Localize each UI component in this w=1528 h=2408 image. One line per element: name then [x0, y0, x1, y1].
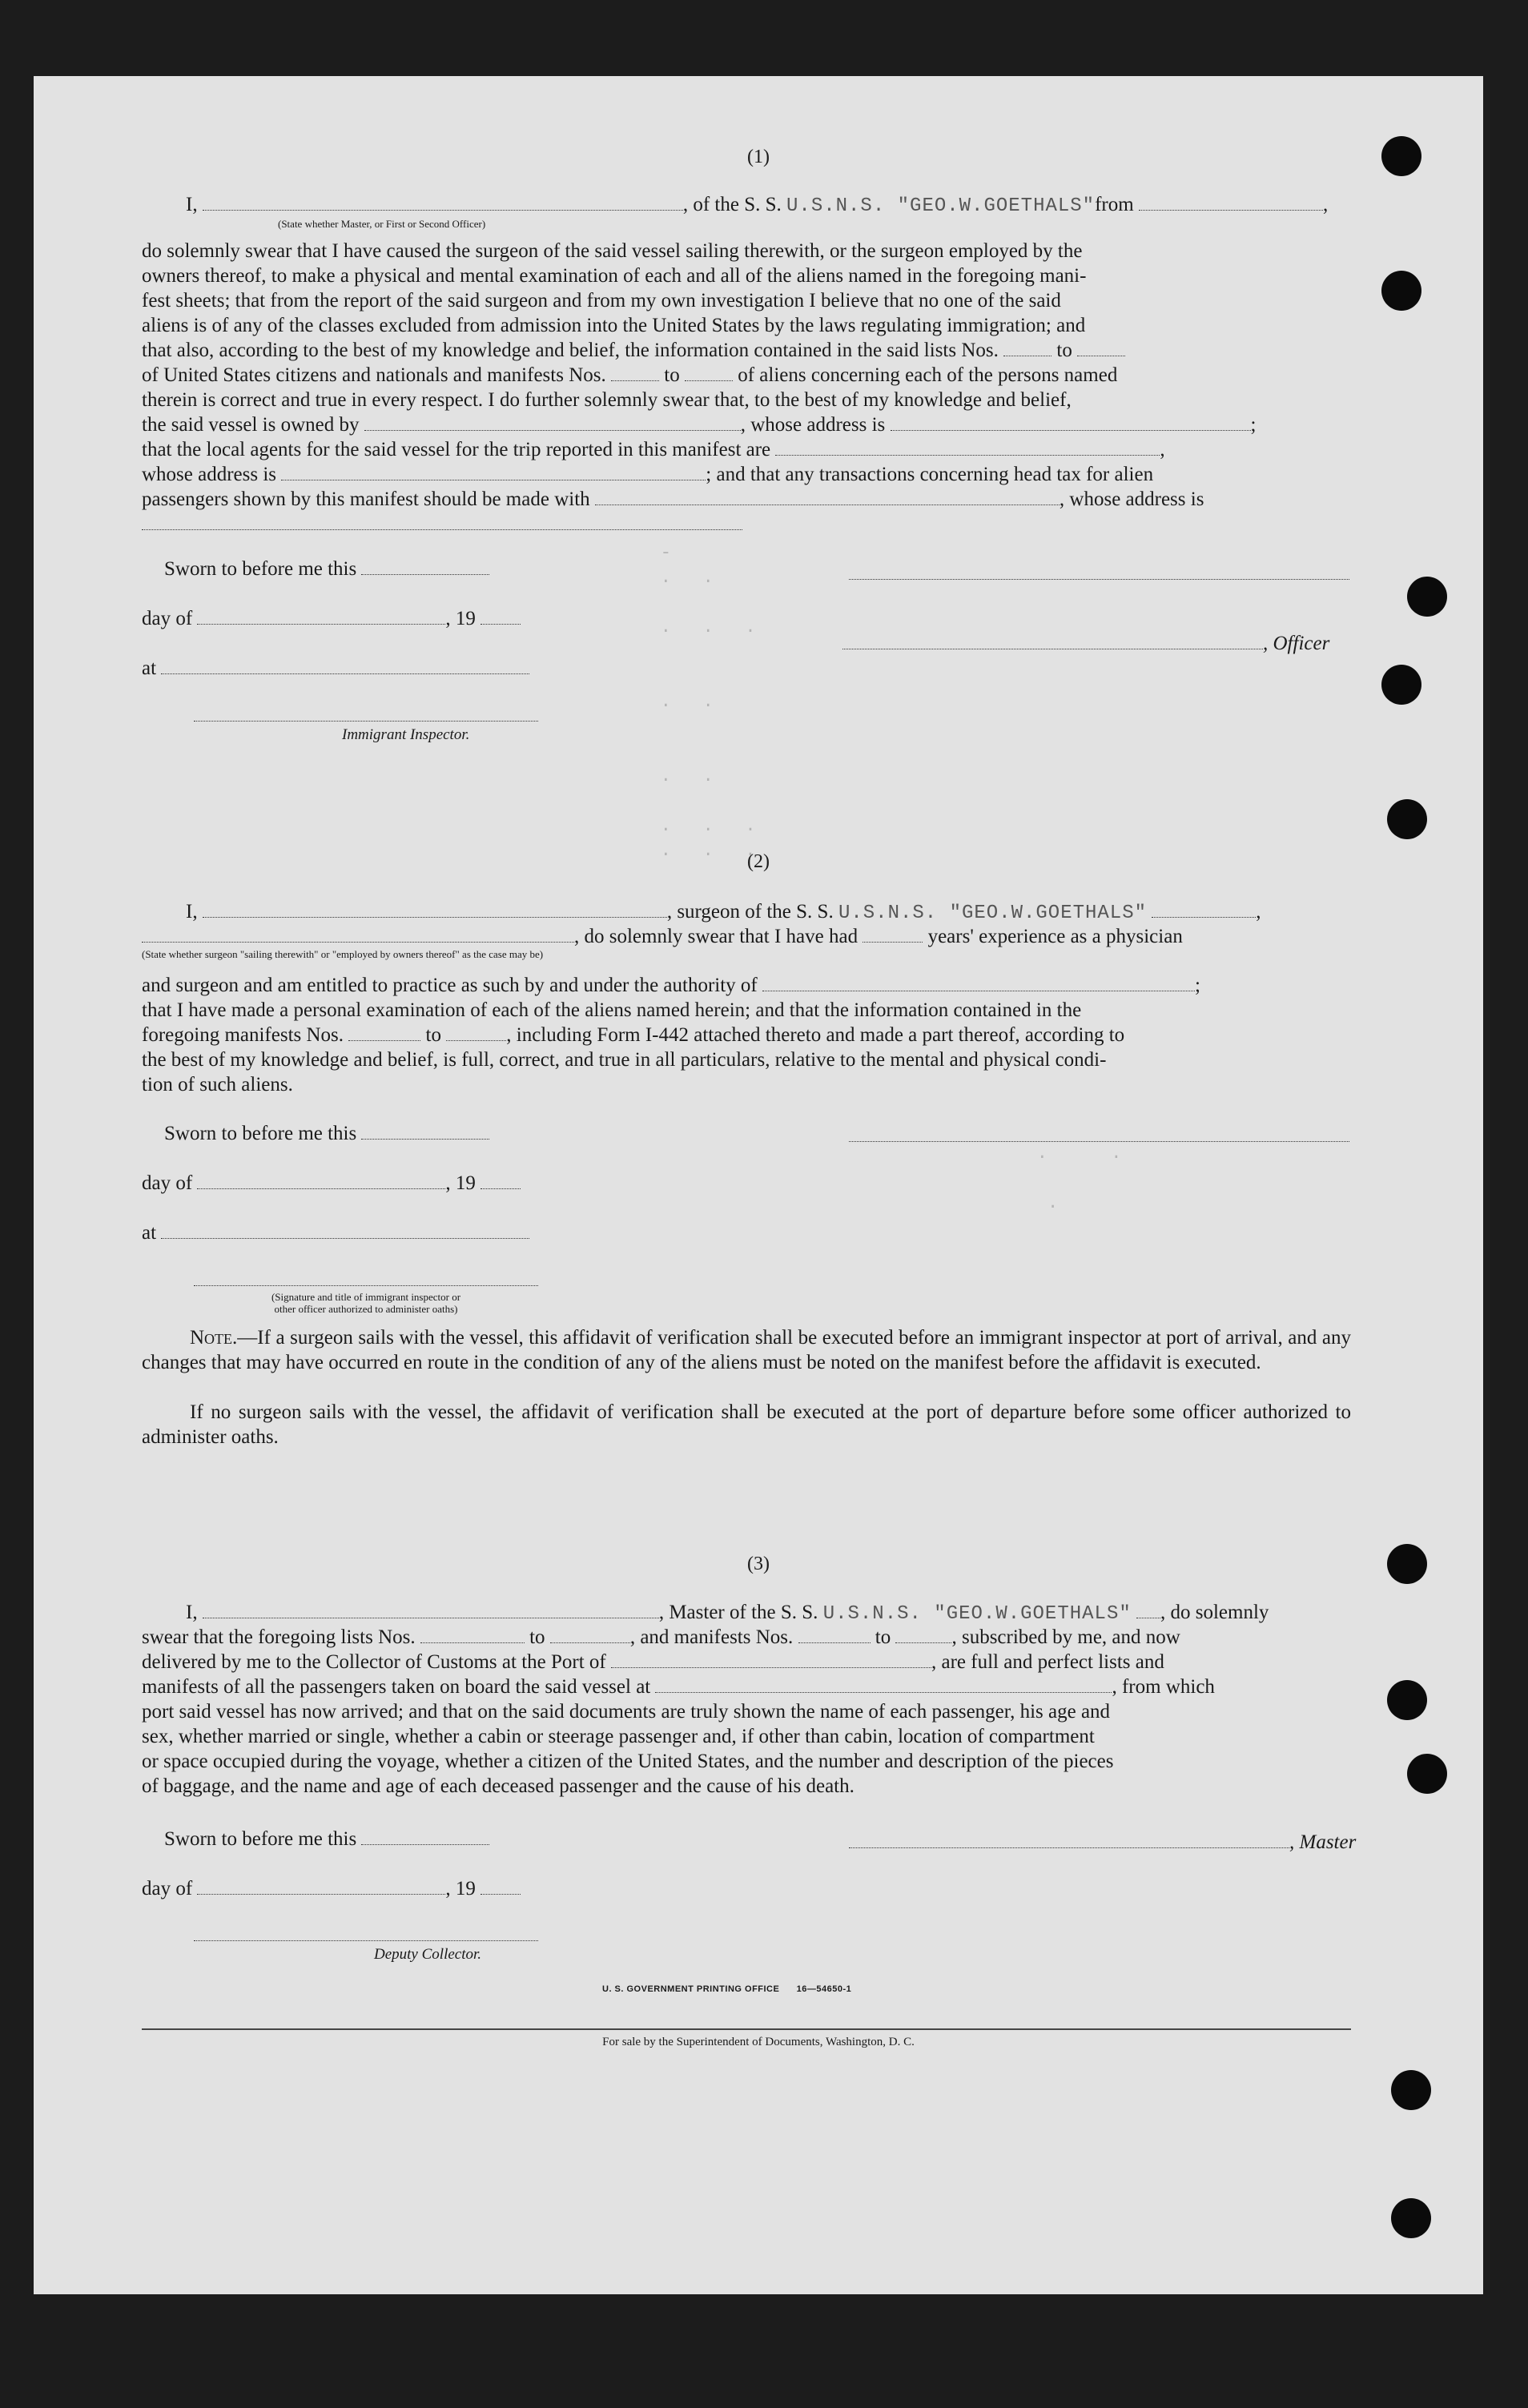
oath-text-line: sex, whether married or single, whether a cabin or steerage passenger and, if other than cabin, location of compartment — [142, 1726, 1095, 1747]
oath-text-line — [142, 1625, 1351, 1650]
sworn-line — [164, 557, 489, 581]
year-field[interactable] — [481, 1876, 521, 1895]
oath-text-line — [142, 363, 1351, 388]
year-label: , 19 — [445, 1878, 476, 1899]
officer-line — [842, 631, 1329, 656]
oath-text-line: aliens is of any of the classes excluded from admission into the United States by the laws regulating immigration; and — [142, 315, 1086, 336]
pronoun-label: I, — [186, 901, 198, 923]
oath-text: , do solemnly — [1160, 1602, 1269, 1623]
year-field[interactable] — [481, 606, 521, 625]
punch-hole — [1387, 1680, 1427, 1720]
oath-text: , including Form I-442 attached thereto and made a part thereof, according to — [506, 1024, 1125, 1046]
oath-text-line: do solemnly swear that I have caused the surgeon of the said vessel sailing therewith, or the surgeon employed by the — [142, 240, 1083, 262]
oath-text: passengers shown by this manifest should be made with — [142, 488, 590, 510]
oath-text-line — [142, 1674, 1351, 1699]
place-field[interactable] — [161, 656, 529, 674]
oath-text-line: the best of my knowledge and belief, is full, correct, and true in all particulars, relative to the mental and physical condi- — [142, 1049, 1107, 1071]
head-tax-party-field[interactable] — [595, 487, 1060, 505]
oath-body-2 — [142, 973, 1351, 1097]
surgeon-of-label: , surgeon of the S. S. — [666, 901, 834, 923]
of-ss-label: , of the S. S. — [682, 194, 782, 215]
list-no-from-field[interactable] — [1003, 338, 1052, 356]
month-field[interactable] — [197, 606, 445, 625]
sworn-line — [164, 1827, 489, 1851]
oath-body-1 — [142, 239, 1351, 537]
sale-notice: For sale by the Superintendent of Documents, Washington, D. C. — [602, 2036, 915, 2048]
inspector-signature-line[interactable] — [194, 1285, 538, 1286]
sworn-day-field[interactable] — [361, 1827, 489, 1845]
year-label: , 19 — [445, 1172, 476, 1194]
vessel-stamp: U.S.N.S. "GEO.W.GOETHALS" — [822, 1603, 1132, 1625]
oath-text-line: the said vessel is owned by , whose address is ; — [142, 414, 1257, 436]
oath-text-line: therein is correct and true in every respect. I do further solemnly swear that, to the best of my knowledge and belief, — [142, 389, 1072, 411]
oath-text-line — [142, 338, 1351, 363]
punch-hole — [1387, 799, 1427, 839]
sworn-label: Sworn to before me this — [164, 558, 357, 580]
month-field[interactable] — [197, 1171, 445, 1189]
pronoun-label: I, — [186, 1602, 198, 1623]
manifest-no-to-field[interactable] — [446, 1023, 506, 1041]
manifest-no-from-field[interactable] — [798, 1625, 871, 1643]
sworn-label: Sworn to before me this — [164, 1828, 357, 1850]
oath-text: the said vessel is owned by — [142, 414, 360, 436]
bleed-through-text: - . . . . . . . . . . . . . . . — [660, 543, 756, 861]
month-field[interactable] — [197, 1876, 445, 1895]
oath-text-line: owners thereof, to make a physical and mental examination of each and all of the aliens named in the foregoing mani- — [142, 265, 1087, 287]
pronoun-label: I, — [186, 194, 198, 215]
list-no-to-field[interactable] — [550, 1625, 630, 1643]
to-label: to — [875, 1626, 891, 1648]
signature-note-text: (Signature and title of immigrant inspector or — [271, 1291, 461, 1303]
head-tax-address-field[interactable] — [142, 512, 742, 530]
master-oath-line — [186, 1600, 1269, 1626]
signature-note-text: other officer authorized to administer oaths) — [274, 1303, 458, 1315]
list-no-to-field[interactable] — [1077, 338, 1125, 356]
manifest-no-to-field[interactable] — [685, 363, 733, 381]
inspector-title: Immigrant Inspector. — [342, 726, 470, 743]
master-signature-line[interactable] — [849, 579, 1349, 580]
at-label: at — [142, 657, 157, 679]
oath-text-line: that I have made a personal examination of each of the aliens named herein; and that the information contained in the — [142, 999, 1082, 1021]
oath-text: , subscribed by me, and now — [951, 1626, 1180, 1648]
oath-text: , and manifests Nos. — [629, 1626, 794, 1648]
oath-text: manifests of all the passengers taken on board the said vessel at — [142, 1676, 651, 1698]
oath-text: years' experience as a physician — [927, 926, 1183, 947]
oath-text-line — [142, 512, 1351, 537]
note-text: —If a surgeon sails with the vessel, this affidavit of verification shall be executed before an immigrant inspector at port of arrival, and any changes that may have occurred en route in the condition of any of the aliens must be noted on the manifest before the affidavit is executed. — [142, 1327, 1351, 1373]
master-signature-line — [849, 1830, 1356, 1855]
master-oath-line: I, , of the S. S. U.S.N.S. "GEO.W.GOETHALS"from , — [186, 194, 1329, 217]
punch-hole — [1407, 1754, 1447, 1794]
vessel-stamp: U.S.N.S. "GEO.W.GOETHALS" — [786, 195, 1096, 217]
sworn-label: Sworn to before me this — [164, 1123, 357, 1144]
note-label: Note. — [190, 1327, 238, 1349]
oath-text: that the local agents for the said vessel for the trip reported in this manifest are — [142, 439, 771, 460]
oath-text: , from which — [1112, 1676, 1215, 1698]
day-of-line — [142, 1171, 521, 1196]
officer-signature-field[interactable] — [842, 631, 1263, 649]
signature-note — [194, 1291, 538, 1315]
master-signature-field[interactable] — [849, 1830, 1289, 1848]
oath-text-line — [142, 487, 1351, 512]
port-field[interactable] — [611, 1650, 931, 1668]
at-line — [142, 1220, 529, 1245]
vessel-stamp: U.S.N.S. "GEO.W.GOETHALS" — [838, 902, 1148, 924]
at-line — [142, 656, 529, 681]
to-label: to — [529, 1626, 545, 1648]
oath-text: , are full and perfect lists and — [931, 1651, 1164, 1673]
year-field[interactable] — [481, 1171, 521, 1189]
place-field[interactable] — [161, 1220, 529, 1239]
section-number: (2) — [747, 851, 770, 872]
to-label: to — [425, 1024, 441, 1046]
punch-hole — [1381, 665, 1421, 705]
surgeon-status-note: (State whether surgeon "sailing therewith" or "employed by owners thereof" as the case may be) — [142, 948, 544, 960]
surgeon-name-field[interactable] — [203, 899, 667, 918]
oath-text-line — [142, 1650, 1351, 1674]
year-label: , 19 — [445, 608, 476, 629]
vessel-continue-field[interactable] — [1136, 1600, 1160, 1618]
agent-address-field[interactable] — [281, 462, 706, 480]
surgeon-status-field[interactable] — [142, 924, 574, 943]
punch-hole — [1381, 271, 1421, 311]
oath-text: , do solemnly swear that I have had — [574, 926, 858, 947]
section-number: (3) — [747, 1554, 770, 1574]
bleed-through-text: . . . — [1036, 1144, 1122, 1213]
oath-text-line — [142, 1023, 1351, 1047]
gpo-imprint: U. S. GOVERNMENT PRINTING OFFICE 16—54650-1 — [602, 1984, 852, 1994]
owner-address-field[interactable] — [891, 412, 1251, 431]
oath-text: that also, according to the best of my knowledge and belief, the information contained in the said lists Nos. — [142, 340, 999, 361]
sworn-day-field[interactable] — [361, 1121, 489, 1140]
from-label: from — [1095, 194, 1134, 215]
note-block — [142, 1400, 1351, 1449]
master-label: , Master — [1289, 1831, 1357, 1853]
at-label: at — [142, 1222, 157, 1244]
punch-hole — [1407, 577, 1447, 617]
section-number: (1) — [747, 147, 770, 167]
years-field[interactable] — [863, 924, 923, 943]
oath-text-line: port said vessel has now arrived; and that on the said documents are truly shown the name of each passenger, his age and — [142, 1701, 1111, 1723]
oath-body-3 — [142, 1625, 1351, 1799]
surgeon-signature-line[interactable] — [849, 1141, 1349, 1142]
master-of-label: , Master of the S. S. — [658, 1602, 818, 1623]
oath-text: whose address is — [142, 464, 277, 485]
collector-title: Deputy Collector. — [374, 1946, 482, 1963]
officer-name-field[interactable] — [203, 192, 683, 211]
oath-text: , whose address is — [1059, 488, 1204, 510]
oath-text-line: or space occupied during the voyage, whether a citizen of the United States, and the number and description of the pieces — [142, 1751, 1114, 1772]
manifest-no-to-field[interactable] — [895, 1625, 951, 1643]
oath-text: , whose address is — [740, 414, 886, 436]
oath-text: foregoing manifests Nos. — [142, 1024, 344, 1046]
oath-text: and surgeon and am entitled to practice as such by and under the authority of — [142, 975, 758, 996]
day-of-line — [142, 606, 521, 631]
authority-field[interactable] — [762, 973, 1195, 991]
owner-field[interactable] — [364, 412, 741, 431]
officer-label: , Officer — [1263, 633, 1330, 654]
oath-text: swear that the foregoing lists Nos. — [142, 1626, 416, 1648]
to-label: to — [1056, 340, 1072, 361]
master-title-note: (State whether Master, or First or Second Officer) — [278, 218, 486, 230]
collector-signature-line[interactable] — [194, 1940, 538, 1941]
day-of-label: day of — [142, 1172, 193, 1194]
surgeon-experience-line — [142, 924, 1183, 949]
form-page — [34, 76, 1483, 2294]
oath-text-line: that the local agents for the said vessel for the trip reported in this manifest are , — [142, 439, 1165, 460]
inspector-signature-line[interactable] — [194, 721, 538, 722]
oath-text-line: of baggage, and the name and age of each deceased passenger and the cause of his death. — [142, 1775, 854, 1797]
footer-rule — [142, 2028, 1351, 2030]
sworn-day-field[interactable] — [361, 557, 489, 575]
sworn-line — [164, 1121, 489, 1146]
list-no-from-field[interactable] — [420, 1625, 525, 1643]
vessel-continue-field[interactable] — [1152, 899, 1256, 918]
punch-hole — [1391, 2198, 1431, 2238]
day-of-label: day of — [142, 608, 193, 629]
master-name-field[interactable] — [203, 1600, 659, 1618]
to-label: to — [664, 364, 680, 386]
oath-text-line: fest sheets; that from the report of the said surgeon and from my own investigation I believe that no one of the said — [142, 290, 1061, 312]
boarding-port-field[interactable] — [655, 1674, 1112, 1693]
manifest-no-from-field[interactable] — [348, 1023, 420, 1041]
punch-hole — [1391, 2070, 1431, 2110]
oath-text: of United States citizens and nationals and manifests Nos. — [142, 364, 606, 386]
note-text: If no surgeon sails with the vessel, the affidavit of verification shall be executed at the port of departure before some officer authorized to administer oaths. — [142, 1401, 1351, 1448]
from-port-field[interactable] — [1139, 192, 1323, 211]
oath-text-line — [142, 462, 1351, 487]
oath-text: ; and that any transactions concerning head tax for alien — [706, 464, 1154, 485]
oath-text-line: tion of such aliens. — [142, 1074, 293, 1095]
oath-text: of aliens concerning each of the persons named — [738, 364, 1118, 386]
oath-text: delivered by me to the Collector of Customs at the Port of — [142, 1651, 606, 1673]
day-of-line — [142, 1876, 521, 1901]
oath-text-line: and surgeon and am entitled to practice as such by and under the authority of ; — [142, 975, 1200, 996]
day-of-label: day of — [142, 1878, 193, 1899]
manifest-no-from-field[interactable] — [611, 363, 659, 381]
note-block — [142, 1325, 1351, 1375]
surgeon-oath-line: I, , surgeon of the S. S. U.S.N.S. "GEO.W.GOETHALS" , — [186, 901, 1261, 924]
local-agents-field[interactable] — [775, 437, 1160, 456]
